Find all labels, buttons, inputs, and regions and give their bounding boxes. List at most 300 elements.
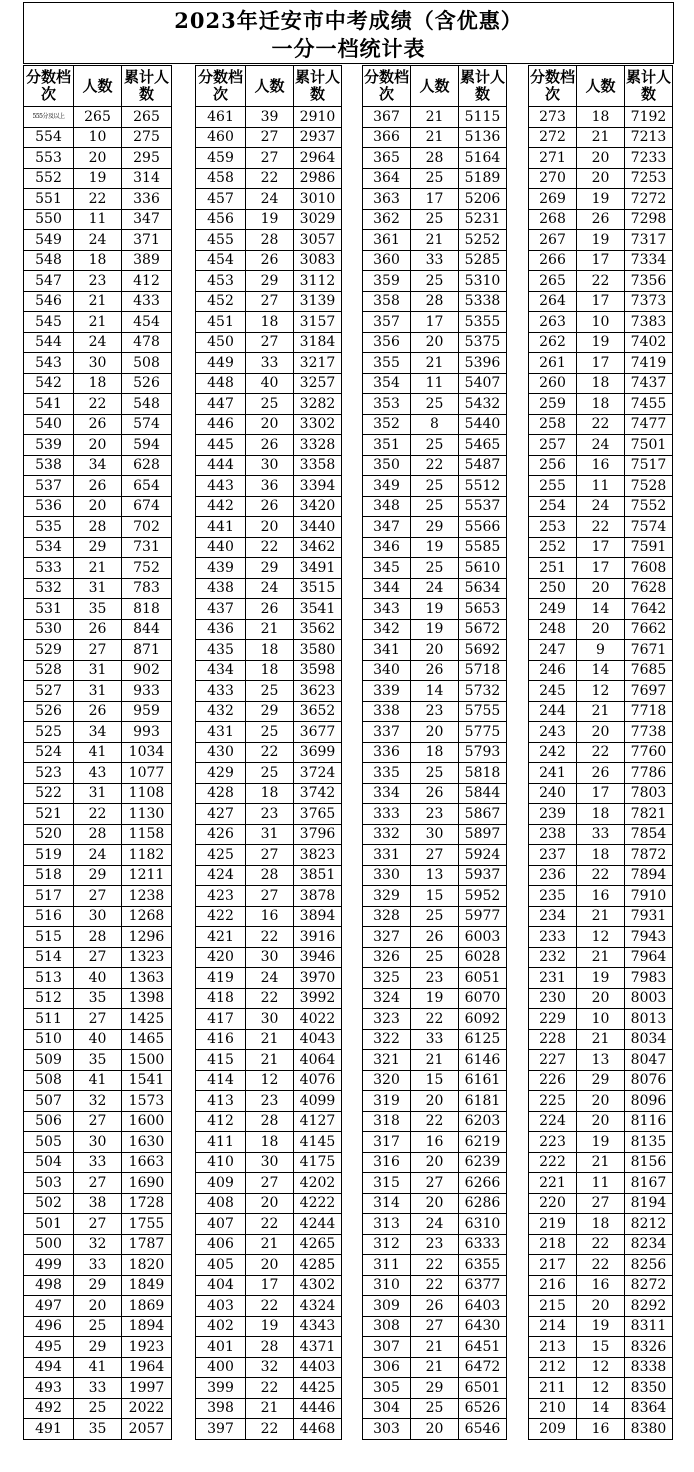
table-row xyxy=(196,394,342,415)
table-row xyxy=(196,804,342,825)
score-cell: 542 xyxy=(24,373,74,394)
cumulative-cell: 3358 xyxy=(294,455,342,476)
count-cell: 18 xyxy=(246,640,294,661)
table-row xyxy=(529,312,673,333)
table-row xyxy=(196,1275,342,1296)
score-cell: 365 xyxy=(363,148,411,169)
score-cell: 413 xyxy=(196,1091,246,1112)
table-row xyxy=(24,1234,172,1255)
count-cell: 24 xyxy=(577,496,625,517)
count-cell: 25 xyxy=(74,1316,122,1337)
count-cell: 22 xyxy=(246,1214,294,1235)
cumulative-cell: 3328 xyxy=(294,435,342,456)
table-row xyxy=(529,332,673,353)
table-row xyxy=(196,1234,342,1255)
score-cell: 361 xyxy=(363,230,411,251)
cumulative-cell: 2910 xyxy=(294,107,342,128)
score-cell: 320 xyxy=(363,1070,411,1091)
cumulative-cell: 5231 xyxy=(459,209,507,230)
score-cell: 329 xyxy=(363,886,411,907)
table-row xyxy=(24,783,172,804)
cumulative-cell: 5432 xyxy=(459,394,507,415)
count-cell: 8 xyxy=(411,414,459,435)
score-cell: 552 xyxy=(24,168,74,189)
table-row xyxy=(529,1050,673,1071)
cumulative-cell: 6377 xyxy=(459,1275,507,1296)
count-cell: 14 xyxy=(577,1398,625,1419)
score-cell: 229 xyxy=(529,1009,577,1030)
score-cell: 215 xyxy=(529,1296,577,1317)
count-cell: 21 xyxy=(577,1152,625,1173)
count-cell: 27 xyxy=(246,332,294,353)
cumulative-cell: 6239 xyxy=(459,1152,507,1173)
table-row xyxy=(529,1337,673,1358)
count-cell: 24 xyxy=(246,578,294,599)
table-row xyxy=(363,476,507,497)
score-cell: 238 xyxy=(529,824,577,845)
cumulative-cell: 548 xyxy=(122,394,172,415)
table-row xyxy=(24,1029,172,1050)
table-row xyxy=(363,209,507,230)
count-cell: 30 xyxy=(246,1009,294,1030)
table-row xyxy=(196,1132,342,1153)
count-cell: 18 xyxy=(577,845,625,866)
cumulative-cell: 1663 xyxy=(122,1152,172,1173)
count-cell: 22 xyxy=(577,271,625,292)
cumulative-cell: 7803 xyxy=(625,783,673,804)
table-row xyxy=(24,414,172,435)
cumulative-cell: 3970 xyxy=(294,968,342,989)
table-row xyxy=(529,291,673,312)
count-cell: 31 xyxy=(74,783,122,804)
cumulative-cell: 6333 xyxy=(459,1234,507,1255)
score-cell: 250 xyxy=(529,578,577,599)
table-row xyxy=(24,271,172,292)
score-cell: 415 xyxy=(196,1050,246,1071)
score-cell: 505 xyxy=(24,1132,74,1153)
cumulative-cell: 7501 xyxy=(625,435,673,456)
score-cell: 543 xyxy=(24,353,74,374)
cumulative-cell: 5897 xyxy=(459,824,507,845)
cumulative-cell: 7528 xyxy=(625,476,673,497)
score-cell: 458 xyxy=(196,168,246,189)
score-cell: 511 xyxy=(24,1009,74,1030)
table-header-row xyxy=(196,66,342,107)
table-row xyxy=(196,619,342,640)
table-row xyxy=(529,1378,673,1399)
count-cell: 27 xyxy=(74,1009,122,1030)
count-cell: 18 xyxy=(577,107,625,128)
table-row xyxy=(24,291,172,312)
header-cumulative: 累计人数 xyxy=(122,66,172,107)
score-cell: 352 xyxy=(363,414,411,435)
score-cell: 359 xyxy=(363,271,411,292)
score-cell: 504 xyxy=(24,1152,74,1173)
score-cell: 541 xyxy=(24,394,74,415)
cumulative-cell: 5338 xyxy=(459,291,507,312)
cumulative-cell: 1158 xyxy=(122,824,172,845)
count-cell: 25 xyxy=(411,1398,459,1419)
cumulative-cell: 3420 xyxy=(294,496,342,517)
cumulative-cell: 8326 xyxy=(625,1337,673,1358)
score-cell: 508 xyxy=(24,1070,74,1091)
table-row xyxy=(24,476,172,497)
header-count: 人数 xyxy=(74,66,122,107)
table-row xyxy=(529,1009,673,1030)
count-cell: 20 xyxy=(411,1091,459,1112)
cumulative-cell: 3157 xyxy=(294,312,342,333)
cumulative-cell: 731 xyxy=(122,537,172,558)
score-cell: 311 xyxy=(363,1255,411,1276)
cumulative-cell: 7738 xyxy=(625,722,673,743)
count-cell: 20 xyxy=(577,1091,625,1112)
table-row xyxy=(196,701,342,722)
score-cell: 235 xyxy=(529,886,577,907)
cumulative-cell: 336 xyxy=(122,189,172,210)
score-cell: 555分及以上 xyxy=(24,107,74,128)
score-cell: 425 xyxy=(196,845,246,866)
count-cell: 24 xyxy=(411,1214,459,1235)
cumulative-cell: 8047 xyxy=(625,1050,673,1071)
cumulative-cell: 7192 xyxy=(625,107,673,128)
table-row xyxy=(529,722,673,743)
score-cell: 506 xyxy=(24,1111,74,1132)
score-cell: 549 xyxy=(24,230,74,251)
score-cell: 358 xyxy=(363,291,411,312)
count-cell: 34 xyxy=(74,722,122,743)
score-cell: 319 xyxy=(363,1091,411,1112)
score-cell: 499 xyxy=(24,1255,74,1276)
cumulative-cell: 8364 xyxy=(625,1398,673,1419)
table-row xyxy=(24,681,172,702)
cumulative-cell: 1728 xyxy=(122,1193,172,1214)
count-cell: 19 xyxy=(411,599,459,620)
cumulative-cell: 5952 xyxy=(459,886,507,907)
score-cell: 234 xyxy=(529,906,577,927)
table-row xyxy=(196,332,342,353)
cumulative-cell: 7517 xyxy=(625,455,673,476)
table-row xyxy=(24,353,172,374)
score-cell: 420 xyxy=(196,947,246,968)
table-row xyxy=(24,804,172,825)
count-cell: 30 xyxy=(246,947,294,968)
score-cell: 354 xyxy=(363,373,411,394)
score-cell: 367 xyxy=(363,107,411,128)
table-row xyxy=(24,496,172,517)
cumulative-cell: 5537 xyxy=(459,496,507,517)
count-cell: 41 xyxy=(74,742,122,763)
cumulative-cell: 3598 xyxy=(294,660,342,681)
cumulative-cell: 3946 xyxy=(294,947,342,968)
cumulative-cell: 4064 xyxy=(294,1050,342,1071)
score-cell: 338 xyxy=(363,701,411,722)
table-row xyxy=(196,660,342,681)
table-row xyxy=(529,1029,673,1050)
table-row xyxy=(363,496,507,517)
cumulative-cell: 7437 xyxy=(625,373,673,394)
cumulative-cell: 3765 xyxy=(294,804,342,825)
cumulative-cell: 5396 xyxy=(459,353,507,374)
cumulative-cell: 5634 xyxy=(459,578,507,599)
count-cell: 25 xyxy=(411,558,459,579)
table-row xyxy=(196,209,342,230)
count-cell: 15 xyxy=(577,1337,625,1358)
count-cell: 18 xyxy=(577,394,625,415)
table-row xyxy=(363,189,507,210)
table-row xyxy=(196,722,342,743)
count-cell: 27 xyxy=(411,1173,459,1194)
table-row xyxy=(363,127,507,148)
score-cell: 436 xyxy=(196,619,246,640)
table-row xyxy=(24,1193,172,1214)
table-row xyxy=(529,1173,673,1194)
cumulative-cell: 5818 xyxy=(459,763,507,784)
cumulative-cell: 7697 xyxy=(625,681,673,702)
table-row xyxy=(24,537,172,558)
table-row xyxy=(196,681,342,702)
count-cell: 27 xyxy=(74,640,122,661)
table-row xyxy=(529,168,673,189)
count-cell: 10 xyxy=(74,127,122,148)
table-row xyxy=(363,660,507,681)
score-cell: 209 xyxy=(529,1419,577,1440)
count-cell: 23 xyxy=(246,804,294,825)
count-cell: 20 xyxy=(577,1296,625,1317)
score-cell: 212 xyxy=(529,1357,577,1378)
cumulative-cell: 7931 xyxy=(625,906,673,927)
score-cell: 537 xyxy=(24,476,74,497)
table-row xyxy=(363,455,507,476)
table-row xyxy=(24,578,172,599)
score-cell: 349 xyxy=(363,476,411,497)
score-cell: 220 xyxy=(529,1193,577,1214)
table-row xyxy=(363,701,507,722)
score-cell: 255 xyxy=(529,476,577,497)
cumulative-cell: 5310 xyxy=(459,271,507,292)
count-cell: 17 xyxy=(411,312,459,333)
count-cell: 26 xyxy=(246,496,294,517)
count-cell: 19 xyxy=(74,168,122,189)
count-cell: 22 xyxy=(246,537,294,558)
cumulative-cell: 1820 xyxy=(122,1255,172,1276)
cumulative-cell: 6146 xyxy=(459,1050,507,1071)
score-cell: 431 xyxy=(196,722,246,743)
table-row xyxy=(196,189,342,210)
score-cell: 399 xyxy=(196,1378,246,1399)
table-row xyxy=(196,1316,342,1337)
cumulative-cell: 6092 xyxy=(459,1009,507,1030)
count-cell: 29 xyxy=(74,537,122,558)
cumulative-cell: 7233 xyxy=(625,148,673,169)
count-cell: 25 xyxy=(411,947,459,968)
cumulative-cell: 314 xyxy=(122,168,172,189)
table-row xyxy=(529,209,673,230)
table-row xyxy=(196,947,342,968)
count-cell: 26 xyxy=(577,209,625,230)
cumulative-cell: 1398 xyxy=(122,988,172,1009)
score-cell: 222 xyxy=(529,1152,577,1173)
score-cell: 221 xyxy=(529,1173,577,1194)
score-cell: 327 xyxy=(363,927,411,948)
score-cell: 497 xyxy=(24,1296,74,1317)
table-row xyxy=(196,1193,342,1214)
cumulative-cell: 4302 xyxy=(294,1275,342,1296)
score-cell: 427 xyxy=(196,804,246,825)
cumulative-cell: 3894 xyxy=(294,906,342,927)
score-cell: 231 xyxy=(529,968,577,989)
count-cell: 26 xyxy=(577,763,625,784)
score-cell: 313 xyxy=(363,1214,411,1235)
table-row xyxy=(363,558,507,579)
table-row xyxy=(363,1419,507,1440)
count-cell: 18 xyxy=(246,312,294,333)
cumulative-cell: 5977 xyxy=(459,906,507,927)
table-row xyxy=(196,640,342,661)
score-cell: 409 xyxy=(196,1173,246,1194)
score-cell: 304 xyxy=(363,1398,411,1419)
cumulative-cell: 6070 xyxy=(459,988,507,1009)
cumulative-cell: 3562 xyxy=(294,619,342,640)
cumulative-cell: 7671 xyxy=(625,640,673,661)
cumulative-cell: 3491 xyxy=(294,558,342,579)
table-row xyxy=(529,701,673,722)
cumulative-cell: 8013 xyxy=(625,1009,673,1030)
count-cell: 20 xyxy=(411,722,459,743)
count-cell: 31 xyxy=(246,824,294,845)
count-cell: 27 xyxy=(74,947,122,968)
score-cell: 267 xyxy=(529,230,577,251)
cumulative-cell: 7983 xyxy=(625,968,673,989)
count-cell: 29 xyxy=(74,1337,122,1358)
score-cell: 213 xyxy=(529,1337,577,1358)
score-cell: 536 xyxy=(24,496,74,517)
cumulative-cell: 5867 xyxy=(459,804,507,825)
table-row xyxy=(363,291,507,312)
count-cell: 33 xyxy=(411,250,459,271)
table-row xyxy=(529,1193,673,1214)
cumulative-cell: 7964 xyxy=(625,947,673,968)
count-cell: 26 xyxy=(411,927,459,948)
cumulative-cell: 5566 xyxy=(459,517,507,538)
count-cell: 18 xyxy=(411,742,459,763)
count-cell: 26 xyxy=(74,701,122,722)
count-cell: 35 xyxy=(74,599,122,620)
cumulative-cell: 3623 xyxy=(294,681,342,702)
score-cell: 418 xyxy=(196,988,246,1009)
cumulative-cell: 508 xyxy=(122,353,172,374)
cumulative-cell: 3992 xyxy=(294,988,342,1009)
cumulative-cell: 8292 xyxy=(625,1296,673,1317)
count-cell: 21 xyxy=(246,619,294,640)
table-row xyxy=(363,804,507,825)
score-cell: 406 xyxy=(196,1234,246,1255)
table-row xyxy=(529,1275,673,1296)
table-row xyxy=(196,517,342,538)
cumulative-cell: 8076 xyxy=(625,1070,673,1091)
cumulative-cell: 5375 xyxy=(459,332,507,353)
cumulative-cell: 4371 xyxy=(294,1337,342,1358)
count-cell: 13 xyxy=(411,865,459,886)
table-row xyxy=(196,537,342,558)
cumulative-cell: 4468 xyxy=(294,1419,342,1440)
score-cell: 343 xyxy=(363,599,411,620)
score-cell: 236 xyxy=(529,865,577,886)
count-cell: 16 xyxy=(411,1132,459,1153)
cumulative-cell: 5440 xyxy=(459,414,507,435)
cumulative-cell: 5692 xyxy=(459,640,507,661)
score-cell: 531 xyxy=(24,599,74,620)
cumulative-cell: 7477 xyxy=(625,414,673,435)
cumulative-cell: 7334 xyxy=(625,250,673,271)
score-cell: 337 xyxy=(363,722,411,743)
cumulative-cell: 5732 xyxy=(459,681,507,702)
cumulative-cell: 7662 xyxy=(625,619,673,640)
count-cell: 20 xyxy=(411,1193,459,1214)
table-row xyxy=(529,1255,673,1276)
score-cell: 254 xyxy=(529,496,577,517)
table-row xyxy=(196,763,342,784)
count-cell: 22 xyxy=(411,1275,459,1296)
cumulative-cell: 5844 xyxy=(459,783,507,804)
table-row xyxy=(24,1050,172,1071)
table-row xyxy=(196,291,342,312)
cumulative-cell: 6472 xyxy=(459,1357,507,1378)
cumulative-cell: 1211 xyxy=(122,865,172,886)
score-cell: 270 xyxy=(529,168,577,189)
count-cell: 26 xyxy=(411,1296,459,1317)
table-row xyxy=(363,619,507,640)
cumulative-cell: 7608 xyxy=(625,558,673,579)
score-cell: 330 xyxy=(363,865,411,886)
cumulative-cell: 3139 xyxy=(294,291,342,312)
count-cell: 30 xyxy=(411,824,459,845)
score-cell: 449 xyxy=(196,353,246,374)
score-cell: 261 xyxy=(529,353,577,374)
count-cell: 22 xyxy=(411,1255,459,1276)
cumulative-cell: 6219 xyxy=(459,1132,507,1153)
count-cell: 17 xyxy=(577,537,625,558)
score-cell: 228 xyxy=(529,1029,577,1050)
score-cell: 459 xyxy=(196,148,246,169)
cumulative-cell: 4222 xyxy=(294,1193,342,1214)
count-cell: 20 xyxy=(577,168,625,189)
count-cell: 28 xyxy=(246,230,294,251)
count-cell: 18 xyxy=(74,373,122,394)
cumulative-cell: 6266 xyxy=(459,1173,507,1194)
cumulative-cell: 5718 xyxy=(459,660,507,681)
count-cell: 20 xyxy=(246,517,294,538)
count-cell: 33 xyxy=(577,824,625,845)
table-row xyxy=(529,1111,673,1132)
score-cell: 540 xyxy=(24,414,74,435)
score-cell: 210 xyxy=(529,1398,577,1419)
count-cell: 28 xyxy=(246,1337,294,1358)
cumulative-cell: 8380 xyxy=(625,1419,673,1440)
score-cell: 443 xyxy=(196,476,246,497)
table-row xyxy=(24,619,172,640)
cumulative-cell: 5924 xyxy=(459,845,507,866)
count-cell: 14 xyxy=(577,660,625,681)
score-cell: 440 xyxy=(196,537,246,558)
table-row xyxy=(24,1173,172,1194)
count-cell: 21 xyxy=(74,558,122,579)
cumulative-cell: 1323 xyxy=(122,947,172,968)
cumulative-cell: 8135 xyxy=(625,1132,673,1153)
count-cell: 17 xyxy=(577,291,625,312)
cumulative-cell: 4099 xyxy=(294,1091,342,1112)
table-row xyxy=(196,1337,342,1358)
cumulative-cell: 7943 xyxy=(625,927,673,948)
